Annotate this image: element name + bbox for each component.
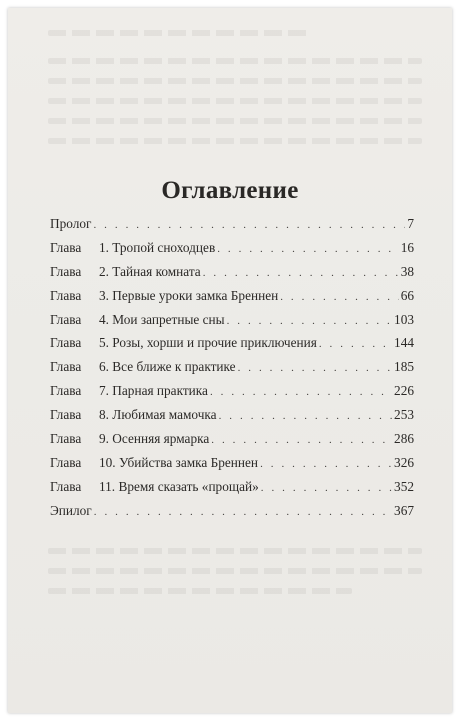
entry-page-number: 326 (394, 454, 414, 470)
entry-prefix: Глава (50, 239, 82, 255)
toc-entry[interactable] (50, 503, 414, 527)
entry-title: 10. Убийства замка Бреннен (99, 454, 259, 470)
leader-dots (227, 315, 392, 327)
bleed-through-line (48, 78, 422, 84)
entry-prefix: Глава (50, 478, 82, 494)
leader-dots (203, 267, 399, 279)
leader-dots (261, 482, 392, 494)
bleed-through-line (48, 58, 422, 64)
leader-dots (94, 506, 392, 518)
book-page (8, 8, 452, 713)
leader-dots (238, 362, 392, 374)
entry-page-number: 367 (394, 502, 414, 518)
toc-entry[interactable] (50, 359, 414, 383)
bleed-through-line (48, 118, 422, 124)
entry-title: 7. Парная практика (99, 383, 208, 399)
leader-dots (219, 410, 392, 422)
toc-entry[interactable] (50, 383, 414, 407)
entry-title: 9. Осенняя ярмарка (99, 431, 210, 447)
entry-prefix: Глава (50, 359, 82, 375)
toc-entry[interactable] (50, 312, 414, 336)
entry-prefix: Глава (50, 335, 82, 351)
entry-title: 4. Мои запретные сны (99, 311, 225, 327)
toc-entry[interactable] (50, 407, 414, 431)
entry-page-number: 7 (407, 216, 414, 231)
toc-heading: Оглавление (161, 176, 299, 204)
entry-page-number: 144 (394, 335, 414, 351)
toc-entry[interactable] (50, 335, 414, 359)
toc-entry[interactable] (50, 479, 414, 503)
leader-dots (319, 338, 392, 350)
leader-dots (93, 219, 405, 231)
entry-prefix: Глава (50, 454, 82, 470)
entry-title: 1. Тропой сноходцев (99, 239, 216, 255)
entry-page-number: 253 (394, 407, 414, 423)
bleed-through-line (48, 98, 422, 104)
bleed-through-line (48, 568, 422, 574)
toc-entry[interactable] (50, 216, 414, 240)
toc-entry[interactable] (50, 455, 414, 479)
leader-dots (260, 458, 392, 470)
entry-prefix: Пролог (50, 216, 92, 231)
entry-prefix: Глава (50, 311, 82, 327)
toc-entry[interactable] (50, 431, 414, 455)
entry-page-number: 38 (400, 263, 414, 279)
entry-page-number: 103 (394, 311, 414, 327)
entry-prefix: Глава (50, 431, 82, 447)
bleed-through-line (48, 548, 422, 554)
toc-entry[interactable] (50, 288, 414, 312)
entry-title: 3. Первые уроки замка Бреннен (99, 287, 279, 303)
toc-entry[interactable] (50, 240, 414, 264)
entry-prefix: Глава (50, 263, 82, 279)
bleed-through-line (48, 138, 422, 144)
entry-title: 6. Все ближе к практике (99, 359, 236, 375)
leader-dots (211, 434, 392, 446)
entry-page-number: 352 (394, 478, 414, 494)
leader-dots (210, 386, 392, 398)
bleed-through-line (48, 30, 312, 36)
entry-title: 8. Любимая мамочка (99, 407, 217, 423)
leader-dots (280, 291, 398, 303)
entry-prefix: Глава (50, 407, 82, 423)
entry-title: 2. Тайная комната (99, 263, 201, 279)
entry-prefix: Эпилог (50, 502, 92, 518)
entry-prefix: Глава (50, 287, 82, 303)
entry-title: 11. Время сказать «прощай» (99, 478, 259, 494)
entry-page-number: 185 (394, 359, 414, 375)
toc-entry[interactable] (50, 264, 414, 288)
bleed-through-line (48, 588, 352, 594)
entry-title: 5. Розы, хорши и прочие приключения (99, 335, 317, 351)
entry-page-number: 16 (400, 239, 414, 255)
entry-page-number: 286 (394, 431, 414, 447)
leader-dots (217, 243, 398, 255)
table-of-contents (50, 216, 414, 527)
entry-page-number: 226 (394, 383, 414, 399)
entry-prefix: Глава (50, 383, 82, 399)
entry-page-number: 66 (400, 287, 414, 303)
